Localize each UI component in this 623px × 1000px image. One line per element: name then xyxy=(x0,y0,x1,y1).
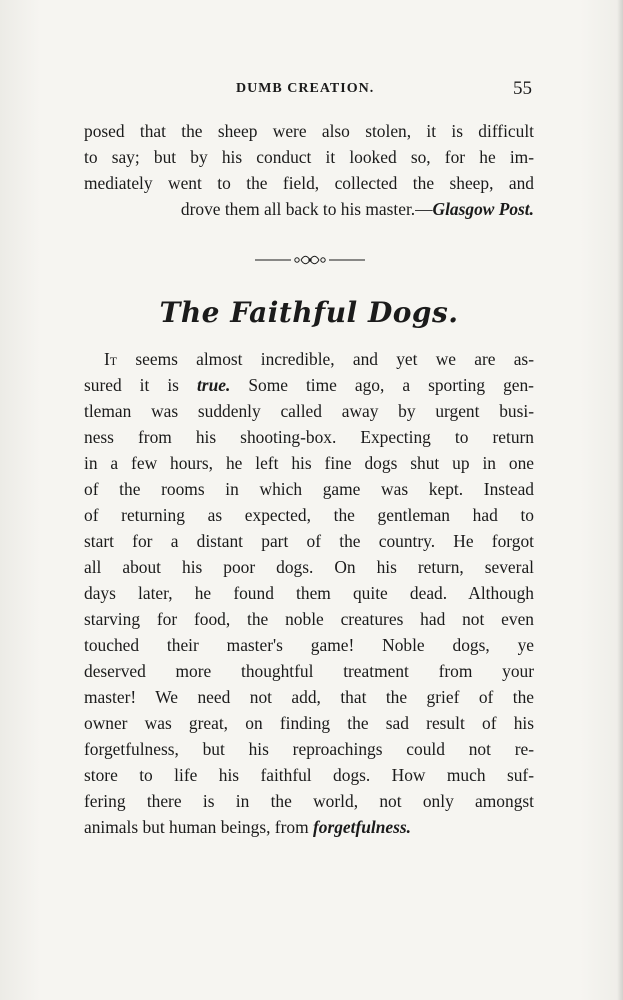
text-line-content: animals but human beings, from xyxy=(84,817,309,837)
text-line: mediately went to the field, collected the sheep, and xyxy=(84,173,534,193)
text-line: ness from his shooting-box. Expecting to return xyxy=(84,427,534,447)
text-line: forgetfulness, but his reproachings could not re- xyxy=(84,739,534,759)
text-line: of returning as expected, the gentleman had to xyxy=(84,505,534,525)
text-line-with-source xyxy=(84,196,534,222)
text-line xyxy=(84,372,534,398)
text-line: start for a distant part of the country. He forgot xyxy=(84,531,534,551)
text-line xyxy=(84,346,534,372)
text-line: posed that the sheep were also stolen, it is difficult xyxy=(84,121,534,141)
text-line: tleman was suddenly called away by urgent busi- xyxy=(84,401,534,421)
page-number: 55 xyxy=(513,78,532,99)
ornament-divider xyxy=(255,252,365,268)
emphasis-word: true. xyxy=(196,375,231,395)
text-line-content: drove them all back to his master.— xyxy=(180,199,433,219)
emphasis-word: forgetfulness. xyxy=(312,817,412,837)
text-line: all about his poor dogs. On his return, several xyxy=(84,557,534,577)
text-line: starving for food, the noble creatures had not even xyxy=(84,609,534,629)
text-line-content: seems almost incredible, and yet we are as- xyxy=(135,349,534,369)
drop-word: It xyxy=(104,349,118,369)
running-title: DUMB CREATION. xyxy=(236,81,375,96)
text-line: to say; but by his conduct it looked so, for he im- xyxy=(84,147,534,167)
text-line-content: Some time ago, a sporting gen- xyxy=(248,375,534,395)
text-line: fering there is in the world, not only amongst xyxy=(84,791,534,811)
text-line: in a few hours, he left his fine dogs shut up in one xyxy=(84,453,534,473)
text-line: owner was great, on finding the sad result of his xyxy=(84,713,534,733)
text-line: store to life his faithful dogs. How much suf- xyxy=(84,765,534,785)
continued-paragraph xyxy=(84,118,534,222)
text-line: deserved more thoughtful treatment from your xyxy=(84,661,534,681)
text-line xyxy=(84,814,534,840)
story-paragraph xyxy=(84,346,534,840)
text-line: master! We need not add, that the grief of the xyxy=(84,687,534,707)
text-line: days later, he found them quite dead. Although xyxy=(84,583,534,603)
section-heading: The Faithful Dogs. xyxy=(159,296,459,329)
running-head xyxy=(84,78,534,102)
text-line: of the rooms in which game was kept. Instead xyxy=(84,479,534,499)
page-edge-shadow xyxy=(617,0,623,1000)
text-line: touched their master's game! Noble dogs, ye xyxy=(84,635,534,655)
source-attribution: Glasgow Post. xyxy=(432,199,534,219)
text-line-content: sured it is xyxy=(84,375,179,395)
